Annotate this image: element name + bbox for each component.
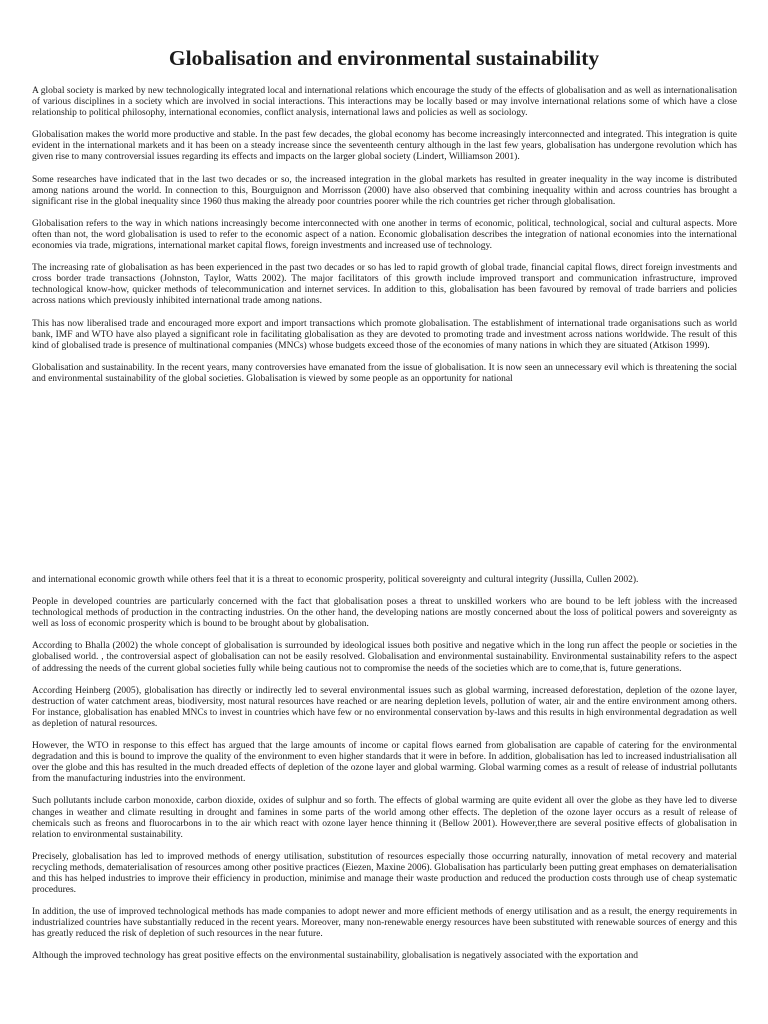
document-title: Globalisation and environmental sustainability (168, 46, 600, 70)
paragraph: Some researches have indicated that in the last two decades or so, the increased integration in the global markets has resulted in greater inequality in the way income is distributed among nations around the world. In connection to this, Bourguignon and Morrisson (2000) have also observed that combining inequality within and across countries has brought a significant rise in the global inequality since 1960 thus making the already poor countries poorer while the rich countries get richer through globalisation. (32, 174, 737, 207)
paragraph: According to Bhalla (2002) the whole concept of globalisation is surrounded by ideological issues both positive and negative which in the long run affect the people or societies in the globalised world. , the controversial aspect of globalisation can not be easily resolved. Globalisation and environmental sustainability. Environmental sustainability refers to the aspect of addressing the needs of the current global societies fully while being cautious not to compromise the needs of the societies which are to come,that is, future generations. (32, 641, 737, 674)
paragraph: However, the WTO in response to this effect has argued that the large amounts of income or capital flows earned from globalisation are capable of catering for the environmental degradation and this is bound to improve the quality of the environment to even higher standards that it were in before. In addition, globalisation has led to increased industrialisation all over the globe and this has resulted in the much dreaded effects of depletion of the ozone layer and global warming. Global warming comes as a result of release of industrial pollutants from the manufacturing industries into the environment. (32, 741, 737, 785)
paragraph: Globalisation refers to the way in which nations increasingly become interconnected with one another in terms of economic, political, technological, social and cultural aspects. More often than not, the word globalisation is used to refer to the economic aspect of a nation. Economic globalisation describes the integration of national economies into the international economies via trade, migrations, international market capital flows, foreign investments and increased use of technology. (32, 218, 737, 252)
paragraph: and international economic growth while others feel that it is a threat to economic prosperity, political sovereignty and cultural integrity (Jussilla, Cullen 2002). (32, 575, 639, 585)
paragraph: People in developed countries are particularly concerned with the fact that globalisation poses a threat to unskilled workers who are bound to be left jobless with the increased technological methods of production in the contracting industries. On the other hand, the developing nations are mostly concerned about the loss of political powers and sovereignty as well as loss of economic prosperity which is bound to be brought about by globalisation. (32, 597, 737, 630)
page-one-text (32, 86, 737, 385)
paragraph: In addition, the use of improved technological methods has made companies to adopt newer and more efficient methods of energy utilisation and as a result, the energy requirements in industrialized countries have substantially reduced in the recent years. Moreover, many non-renewable energy resources have been substituted with renewable sources of energy and this has greatly reduced the risk of depletion of such resources in the near future. (32, 907, 737, 940)
paragraph: A global society is marked by new technologically integrated local and international relations which encourage the study of the effects of globalisation and as well as internationalisation of various disciplines in a society which are involved in social interactions. This interactions may be locally based or may involve international relations some of which have a close relationship to political philosophy, international economies, conflict analysis, international laws and policies as well as sociology. (32, 86, 737, 119)
page-two-text (32, 575, 737, 963)
paragraph: Precisely, globalisation has led to improved methods of energy utilisation, substitution of resources especially those occurring naturally, innovation of metal recovery and material recycling methods, dematerialisation of resources among other positive practices (Eiezen, Maxine 2006). Globalisation has particularly been putting great emphases on dematerialisation and this has helped industries to improve their efficiency in production, minimise and manage their waste production and reduced the production costs through use of cheap systematic procedures. (32, 851, 737, 896)
paragraph: Globalisation makes the world more productive and stable. In the past few decades, the global economy has become increasingly interconnected and integrated. This integration is quite evident in the international markets and it has been on a steady increase since the seventeenth century although in the last few years, globalisation has undergone revolution which has given rise to many controversial issues regarding its effects and impacts on the larger global society (Lindert, Williamson 2001). (32, 130, 737, 163)
paragraph: According Heinberg (2005), globalisation has directly or indirectly led to several environmental issues such as global warming, increased deforestation, depletion of the ozone layer, destruction of water catchment areas, biodiversity, most natural resources have reached or are nearing depletion levels, pollution of water, air and the entire environment among others. For instance, globalisation has enabled MNCs to invest in countries which have few or no environmental conservation by-laws and this results in high environmental degradation as well as depletion of natural resources. (32, 685, 737, 729)
paragraph: This has now liberalised trade and encouraged more export and import transactions which promote globalisation. The establishment of international trade organisations such as world bank, IMF and WTO have also played a significant role in facilitating globalisation as they are devoted to promoting trade and investment across nations worldwide. The result of this kind of globalised trade is presence of multinational companies (MNCs) whose budgets exceed those of the economies of many nations in which they are situated (Atkison 1999). (32, 318, 737, 351)
paragraph: The increasing rate of globalisation as has been experienced in the past two decades or so has led to rapid growth of global trade, financial capital flows, direct foreign investments and cross border trade transactions (Johnston, Taylor, Watts 2002). The major facilitators of this growth include improved transport and communication infrastructure, improved technological know-how, quicker methods of telecommunication and internet services. In addition to this, globalisation has been favoured by removal of trade barriers and policies across nations which previously inhibited international trade among nations. (32, 263, 737, 307)
paragraph: Globalisation and sustainability. In the recent years, many controversies have emanated from the issue of globalisation. It is now seen an unnecessary evil which is threatening the social and environmental sustainability of the global societies. Globalisation is viewed by some people as an opportunity for national (32, 362, 737, 384)
paragraph: Such pollutants include carbon monoxide, carbon dioxide, oxides of sulphur and so forth. The effects of global warming are quite evident all over the globe as they have led to diverse changes in weather and climate resulting in drought and famines in some parts of the world among other effects. The depletion of the ozone layer occurs as a result of release of chemicals such as freons and fluorocarbons in to the air which react with ozone layer hence thinning it (Bellow 2001). However,there are several positive effects of globalisation in relation to environmental sustainability. (32, 796, 737, 840)
paragraph: Although the improved technology has great positive effects on the environmental sustainability, globalisation is negatively associated with the exportation and (32, 951, 639, 962)
